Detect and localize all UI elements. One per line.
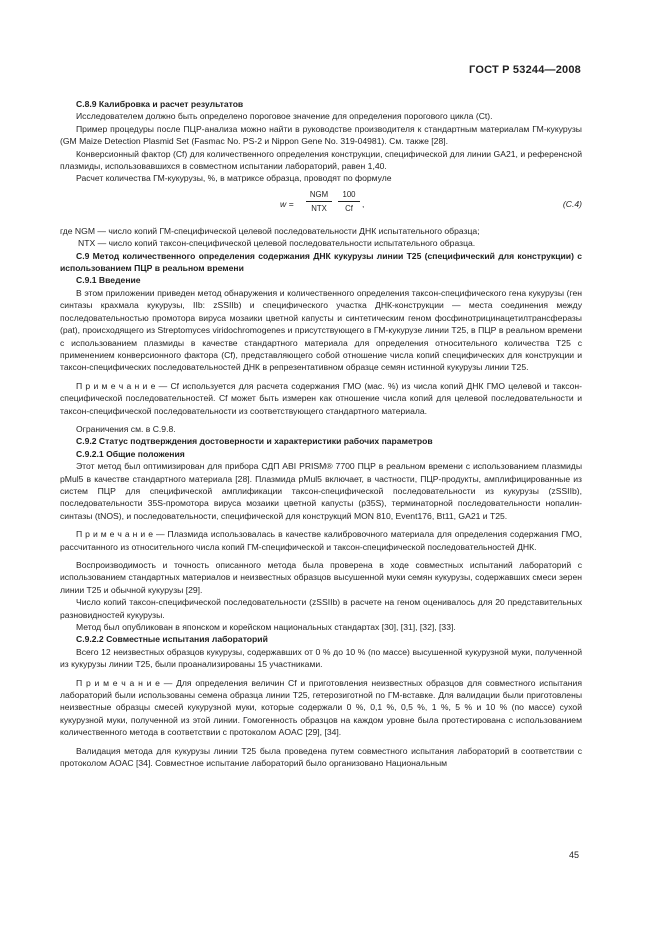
formula-lhs: w = [280, 198, 294, 209]
page-content [60, 98, 582, 770]
note: П р и м е ч а н и е — Для определения величин Cf и приготовления неизвестных образцов для совместного испытания лабораторий были использованы семена образца линии T25, гетерозиготной по ГМ-вставке. Для валидации были приготовлены неизвестные образцы смесей кукурузной муки, которые содержали 0 %, 0,1 %, 0,5 %, 1 %, 5 % и 10 % (по массе) сухой кукурузной муки, полученной из этой линии. Гомогенность образцов на каждом уровне была протестирована с использованием количественного метода в соответствии с протоколом AOAC [29], [34]. [60, 677, 582, 738]
subsection-heading: C.9.2.2 Совместные испытания лабораторий [76, 634, 268, 645]
section-heading: C.8.9 Калибровка и расчет результатов [76, 99, 244, 109]
paragraph: Число копий таксон-специфической последовательности (zSSIIb) в расчете на геном оценивалось для 20 представительных разновидностей кукурузы. [60, 597, 582, 620]
paragraph: Конверсионный фактор (Cf) для количественного определения конструкции, специфической для линии GA21, и референсной плазмиды, использовавшихся в совместном испытании лабораторий, равен 1,40. [60, 148, 582, 172]
subsection-heading: C.9.2 Статус подтверждения достоверности и характеристики рабочих параметров [76, 436, 433, 447]
numerator-100: 100 [338, 188, 360, 202]
standard-header: ГОСТ Р 53244—2008 [469, 64, 581, 76]
fraction-copies [306, 188, 332, 215]
denominator-ntx: NTX [311, 203, 327, 213]
paragraph: Воспроизводимость и точность описанного метода была проверена в ходе совместных испытаний лабораторий с использованием стандартных материалов и неизвестных образцов высушенной муки семян кукурузы, содержавших смеси зерен линии T25 и обычной кукурузы [29]. [60, 560, 582, 595]
fraction-conversion [338, 188, 360, 215]
subsection-heading: C.9.2.1 Общие положения [76, 448, 185, 459]
paragraph: Расчет количества ГМ-кукурузы, %, в матриксе образца, проводят по формуле [76, 173, 392, 184]
note: П р и м е ч а н и е — Плазмида использовалась в качестве калибровочного материала для определения содержания ГМО, рассчитанного из относительного числа копий ГМ-специфической и таксон-специфической последовательностей ДНК. [60, 529, 582, 552]
section-heading: C.9 Метод количественного определения содержания ДНК кукурузы линии T25 (специфический для конструкции) с использованием ПЦР в реальном времени [60, 250, 582, 274]
note: П р и м е ч а н и е — Cf используется для расчета содержания ГМО (мас. %) из числа копий ДНК ГМО целевой и таксон-специфической последовательностей. Cf может быть измерен как отношение числа копий для целевой последовательности и таксон-специфической последовательности из соответствующего стандартного материала. [60, 380, 582, 416]
paragraph: Пример процедуры после ПЦР-анализа можно найти в руководстве производителя к стандартным материалам ГМ-кукурузы (GM Maize Detection Plasmid Set (Fasmac No. PS-2 и Nippon Gene No. 319-04981). См. также [28]. [60, 123, 582, 147]
formula-expression [306, 187, 366, 221]
page-number: 45 [568, 850, 579, 860]
denominator-cf: Cf [345, 203, 353, 213]
numerator-ngm: NGM [306, 188, 332, 202]
paragraph: Исследователем должно быть определено пороговое значение для определения порогового цикла (Ct). [76, 111, 493, 122]
paragraph: Метод был опубликован в японском и корейском национальных стандартах [30], [31], [32], [33]. [76, 622, 456, 633]
formula-c4 [60, 187, 582, 221]
formula-comma: , [362, 198, 365, 209]
paragraph: В этом приложении приведен метод обнаружения и количественного определения таксон-специфического гена кукурузы (ген синтазы крахмала кукурузы, IIb: zSSIIb) и специфического участка ДНК-конструкции — места соединения между последовательностью промотора вируса мозаики цветной капусты и синтетическим геном фосфинотрицинацетилтрансферазы (pat), происходящего из Streptomyces viridochromogenes и присутствующего в ГМ-кукурузе линии T25, в ПЦР в реальном времени с использованием плазмиды в качестве стандартного материала для определения относительного количества T25 с применением конверсионного фактора (Cf), представляющего собой отношение числа копий специфических для конструкции и таксон-специфических последовательностей ДНК в репрезентативном образце семян истинной кукурузы линии T25. [60, 287, 582, 373]
paragraph: Ограничения см. в C.9.8. [76, 423, 176, 434]
where-line: где NGM — число копий ГМ-специфической целевой последовательности ДНК испытательного образца; [60, 225, 480, 236]
where-line: NTX — число копий таксон-специфической целевой последовательности испытательного образца. [78, 238, 476, 249]
paragraph: Этот метод был оптимизирован для прибора СДП ABI PRISM® 7700 ПЦР в реальном времени с использованием плазмиды pMul5 в качестве стандартного материала [28]. Плазмида pMul5 включает, в частности, ПЦР-продукты, амплифицированные из систем ПЦР для специфической амплификации таксон-специфической последовательности из кукурузы (zSSIIb), последовательности 35S-промотора вируса мозаики цветной капусты (p35S), терминаторной последовательности нопалин-синтазы (tNOS), и последовательности, специфической для конструкций MON 810, Event176, Bt11, GA21 и T25. [60, 461, 582, 521]
paragraph: Валидация метода для кукурузы линии T25 была проведена путем совместного испытания лабораторий в соответствии с протоколом AOAC [34]. Совместное испытание лабораторий было организовано Национальным [60, 745, 582, 769]
paragraph: Всего 12 неизвестных образцов кукурузы, содержавших от 0 % до 10 % (по массе) высушенной кукурузной муки, полученной из кукурузы линии T25, были проанализированы 15 участниками. [60, 646, 582, 670]
formula-number: (C.4) [562, 198, 582, 209]
subsection-heading: C.9.1 Введение [76, 275, 141, 286]
